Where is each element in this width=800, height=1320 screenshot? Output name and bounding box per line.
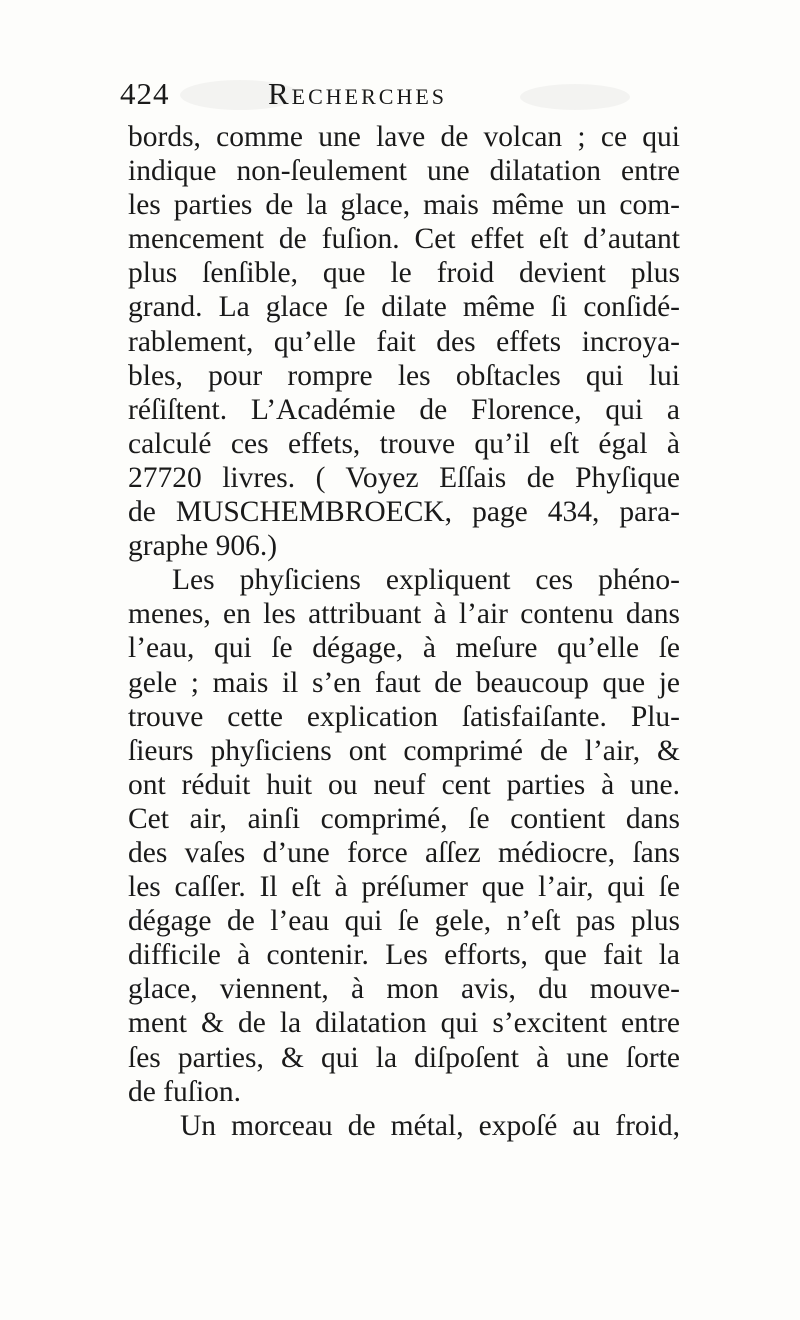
paragraph — [128, 563, 680, 1109]
text-line: glace, viennent, à mon avis, du mouve- — [128, 973, 680, 1006]
text-line: de MUSCHEMBROECK, page 434, para- — [128, 496, 680, 529]
text-line: de fuſion. — [128, 1075, 242, 1108]
text-line: gele ; mais il s’en faut de beaucoup que je — [128, 666, 680, 699]
text-line: Les phyſiciens expliquent ces phéno- — [172, 564, 680, 597]
paragraph — [128, 120, 680, 563]
text-line: ment & de la dilatation qui s’excitent entre — [128, 1007, 680, 1040]
text-line: graphe 906.) — [128, 530, 278, 563]
text-line: bles, pour rompre les obſtacles qui lui — [128, 359, 680, 392]
text-line: grand. La glace ſe dilate même ſi conſidé- — [128, 291, 680, 324]
text-line: les caſſer. Il eſt à préſumer que l’air, qui ſe — [128, 871, 680, 904]
text-line: rablement, qu’elle fait des effets incroya- — [128, 325, 680, 358]
text-line: 27720 livres. ( Voyez Eſſais de Phyſique — [128, 461, 680, 494]
text-line: trouve cette explication ſatisfaiſante. Plu- — [128, 700, 680, 733]
text-line: bords, comme une lave de volcan ; ce qui — [128, 121, 680, 153]
page-header — [120, 74, 680, 114]
text-line: menes, en les attribuant à l’air contenu dans — [128, 598, 680, 631]
text-line: ſieurs phyſiciens ont comprimé de l’air, & — [128, 734, 680, 767]
text-line: ont réduit huit ou neuf cent parties à une. — [128, 768, 680, 801]
text-line: mencement de fuſion. Cet effet eſt d’autant — [128, 223, 680, 256]
text-line: indique non-ſeulement une dilatation entre — [128, 155, 680, 188]
text-line: difficile à contenir. Les efforts, que fait la — [128, 939, 680, 972]
text-line: Cet air, ainſi comprimé, ſe contient dans — [128, 802, 680, 835]
text-line: plus ſenſible, que le froid devient plus — [128, 257, 680, 290]
text-line: les parties de la glace, mais même un com- — [128, 189, 680, 222]
text-line: calculé ces effets, trouve qu’il eſt égal à — [128, 427, 680, 460]
text-line: ſes parties, & qui la diſpoſent à une ſorte — [128, 1041, 680, 1074]
text-line: Un morceau de métal, expoſé au froid, — [180, 1109, 680, 1142]
page-number: 424 — [120, 76, 170, 111]
body-text — [128, 120, 680, 1143]
text-line: l’eau, qui ſe dégage, à meſure qu’elle ſe — [128, 632, 680, 665]
running-title: Recherches — [268, 76, 448, 111]
paragraph — [128, 1109, 680, 1143]
text-line: réſiſtent. L’Académie de Florence, qui a — [128, 393, 680, 426]
text-line: des vaſes d’une force aſſez médiocre, ſans — [128, 836, 680, 869]
text-line: dégage de l’eau qui ſe gele, n’eſt pas plus — [128, 905, 680, 938]
